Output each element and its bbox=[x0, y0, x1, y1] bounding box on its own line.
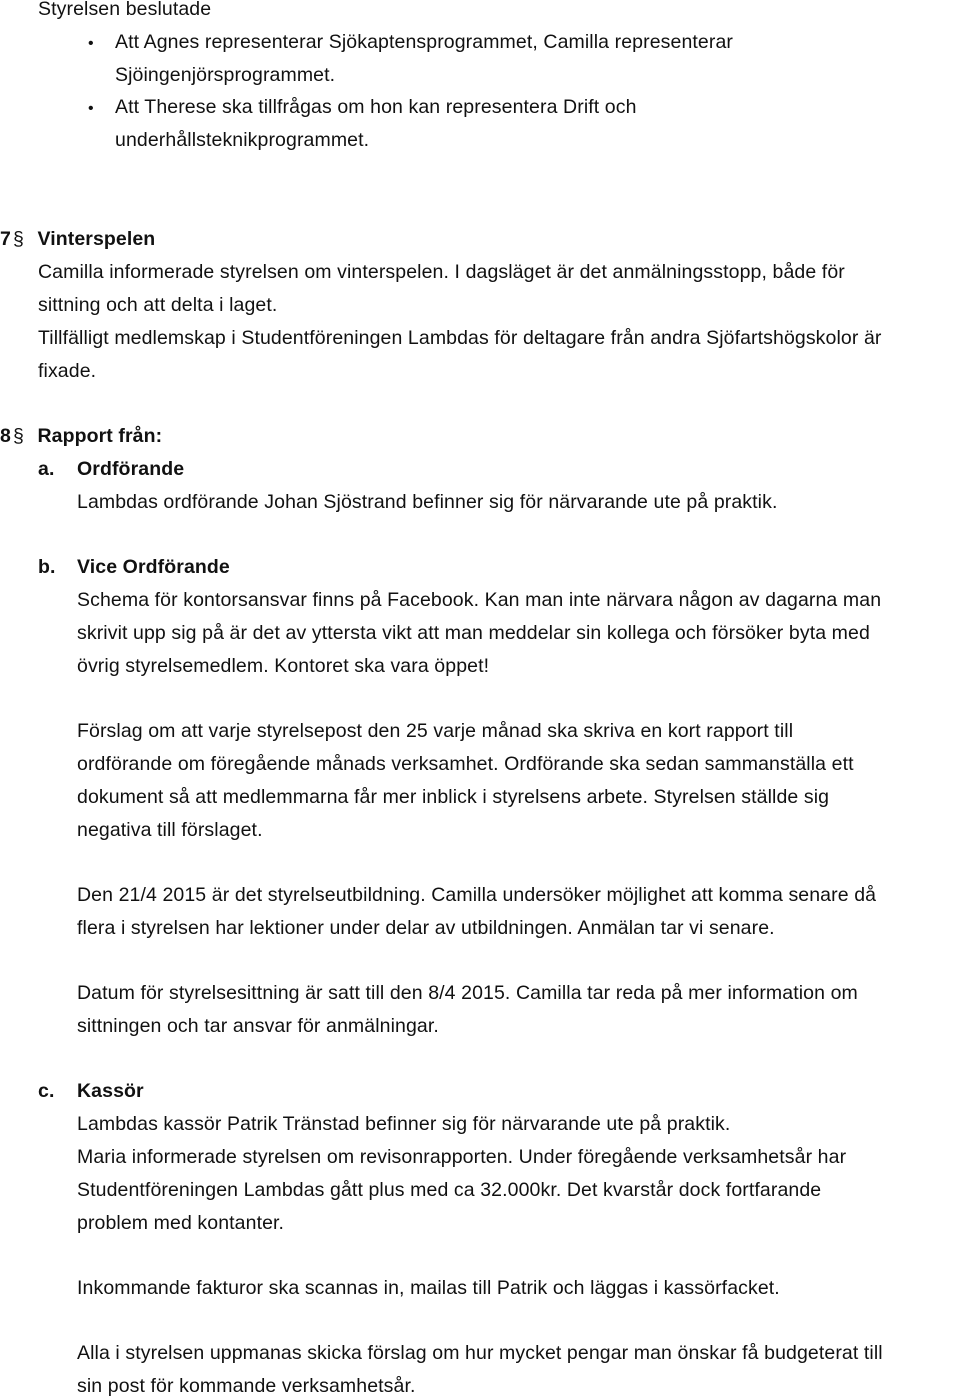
subsection-c-title: Kassör bbox=[77, 1080, 144, 1102]
subsection-c-text-line: Lambdas kassör Patrik Tränstad befinner sig för närvarande ute på praktik. bbox=[77, 1113, 731, 1135]
section-7-text-line: Camilla informerade styrelsen om vinterspelen. I dagsläget är det anmälningsstopp, både för bbox=[38, 261, 845, 283]
subsection-b-text-line: ordförande om föregående månads verksamhet. Ordförande ska sedan sammanställa ett bbox=[77, 753, 854, 775]
subsection-c-text-line: problem med kontanter. bbox=[77, 1212, 285, 1234]
subsection-b-text-line: Datum för styrelsesittning är satt till den 8/4 2015. Camilla tar reda på mer information om bbox=[77, 982, 858, 1004]
subsection-b-text-line: Schema för kontorsansvar finns på Facebook. Kan man inte närvara någon av dagarna man bbox=[77, 589, 882, 611]
decisions-heading: Styrelsen beslutade bbox=[38, 0, 212, 20]
section-title: Rapport från: bbox=[37, 425, 163, 447]
subsection-b-letter: b. bbox=[38, 556, 56, 578]
subsection-a-letter: a. bbox=[38, 458, 55, 480]
subsection-c-text-line: Inkommande fakturor ska scannas in, mailas till Patrik och läggas i kassörfacket. bbox=[77, 1277, 780, 1299]
subsection-b-text-line: flera i styrelsen har lektioner under delar av utbildningen. Anmälan tar vi senare. bbox=[77, 917, 775, 939]
bullet-icon: • bbox=[88, 35, 94, 52]
subsection-b-text-line: Förslag om att varje styrelsepost den 25 varje månad ska skriva en kort rapport till bbox=[77, 720, 794, 742]
section-number: 7 bbox=[0, 228, 11, 250]
decision-1-line-2: Sjöingenjörsprogrammet. bbox=[115, 64, 336, 86]
subsection-a-title: Ordförande bbox=[77, 458, 185, 480]
subsection-b-text-line: övrig styrelsemedlem. Kontoret ska vara öppet! bbox=[77, 655, 490, 677]
section-7-heading bbox=[0, 230, 155, 250]
subsection-c-letter: c. bbox=[38, 1080, 55, 1102]
decision-1-line-1: Att Agnes representerar Sjökaptensprogrammet, Camilla representerar bbox=[115, 31, 733, 53]
subsection-c-text-line: Studentföreningen Lambdas gått plus med ca 32.000kr. Det kvarstår dock fortfarande bbox=[77, 1179, 822, 1201]
subsection-c-text-line: Maria informerade styrelsen om revisonrapporten. Under föregående verksamhetsår har bbox=[77, 1146, 847, 1168]
section-7-text-line: Tillfälligt medlemskap i Studentföreningen Lambdas för deltagare från andra Sjöfartshögskolor är bbox=[38, 327, 882, 349]
subsection-a-text-line: Lambdas ordförande Johan Sjöstrand befinner sig för närvarande ute på praktik. bbox=[77, 491, 778, 513]
section-number: 8 bbox=[0, 425, 11, 447]
subsection-c-text-line: Alla i styrelsen uppmanas skicka förslag om hur mycket pengar man önskar få budgeterat till bbox=[77, 1342, 883, 1364]
subsection-c-text-line: sin post för kommande verksamhetsår. bbox=[77, 1375, 416, 1397]
subsection-b-title: Vice Ordförande bbox=[77, 556, 230, 578]
section-symbol: § bbox=[12, 425, 24, 447]
decision-2-line-2: underhållsteknikprogrammet. bbox=[115, 129, 370, 151]
subsection-b-text-line: negativa till förslaget. bbox=[77, 819, 263, 841]
subsection-b-text-line: Den 21/4 2015 är det styrelseutbildning. Camilla undersöker möjlighet att komma senare då bbox=[77, 884, 877, 906]
section-7-text-line: sittning och att delta i laget. bbox=[38, 294, 278, 316]
subsection-b-text-line: skrivit upp sig på är det av yttersta vikt att man meddelar sin kollega och försöker byta med bbox=[77, 622, 870, 644]
decision-2-line-1: Att Therese ska tillfrågas om hon kan representera Drift och bbox=[115, 96, 637, 118]
section-7-text-line: fixade. bbox=[38, 360, 97, 382]
section-symbol: § bbox=[12, 228, 24, 250]
bullet-icon: • bbox=[88, 100, 94, 117]
subsection-b-text-line: dokument så att medlemmarna får mer inblick i styrelsens arbete. Styrelsen ställde sig bbox=[77, 786, 830, 808]
section-8-heading bbox=[0, 427, 162, 447]
section-title: Vinterspelen bbox=[37, 228, 156, 250]
subsection-b-text-line: sittningen och tar ansvar för anmälningar. bbox=[77, 1015, 439, 1037]
